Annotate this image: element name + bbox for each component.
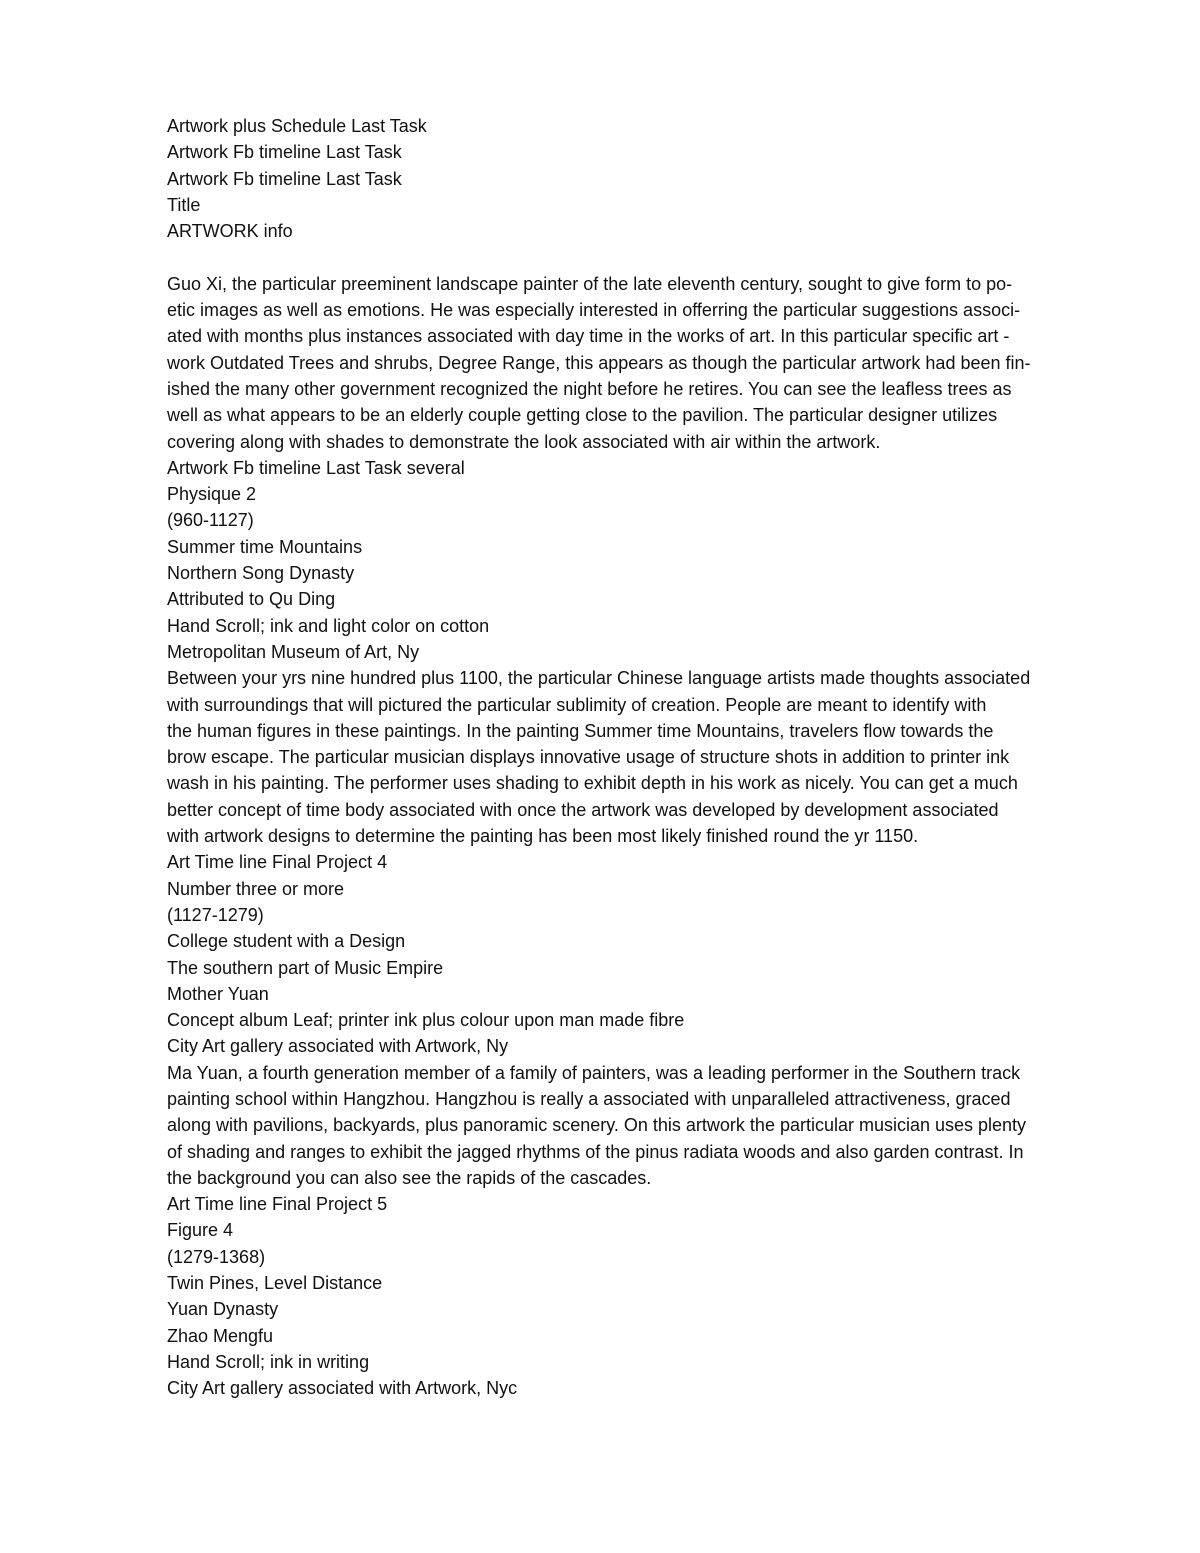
section2-museum: Metropolitan Museum of Art, Ny xyxy=(167,641,420,662)
paragraph-line: with surroundings that will pictured the particular sublimity of creation. People are meant to identify with xyxy=(167,694,987,715)
section2-dates: (960-1127) xyxy=(167,510,254,531)
blank-line xyxy=(167,244,1117,270)
paragraph-line: well as what appears to be an elderly couple getting close to the pavilion. The particular designer utilizes xyxy=(167,405,998,426)
section4-dates: (1279-1368) xyxy=(167,1246,266,1267)
paragraph-line: the background you can also see the rapids of the cascades. xyxy=(167,1167,652,1188)
document-page xyxy=(167,113,1117,1402)
paragraph-line: ated with months plus instances associated with day time in the works of art. In this particular specific art - xyxy=(167,326,1010,347)
paragraph-line: Guo Xi, the particular preeminent landscape painter of the late eleventh century, sought to give form to po- xyxy=(167,273,1013,294)
header-line-2: Artwork Fb timeline Last Task xyxy=(167,142,402,163)
section2-figure: Physique 2 xyxy=(167,484,257,505)
paragraph-line: with artwork designs to determine the painting has been most likely finished round the yr 1150. xyxy=(167,826,919,847)
section3-museum: City Art gallery associated with Artwork, Ny xyxy=(167,1036,509,1057)
section3-dates: (1127-1279) xyxy=(167,904,264,925)
paragraph-line: the human figures in these paintings. In the painting Summer time Mountains, travelers flow towards the xyxy=(167,720,994,741)
paragraph-line: etic images as well as emotions. He was especially interested in offerring the particular suggestions associ- xyxy=(167,300,1021,321)
header-line-1: Artwork plus Schedule Last Task xyxy=(167,116,427,136)
section1-paragraph xyxy=(167,271,1117,455)
paragraph-line: work Outdated Trees and shrubs, Degree Range, this appears as though the particular artwork had been fin- xyxy=(167,352,1031,373)
paragraph-line: ished the many other government recognized the night before he retires. You can see the leafless trees as xyxy=(167,378,1012,399)
section2-title: Summer time Mountains xyxy=(167,536,363,557)
section4-medium: Hand Scroll; ink in writing xyxy=(167,1351,370,1372)
section4-figure: Figure 4 xyxy=(167,1220,234,1241)
section2-paragraph xyxy=(167,665,1117,849)
section3-title: College student with a Design xyxy=(167,931,406,952)
paragraph-line: Between your yrs nine hundred plus 1100, the particular Chinese language artists made thoughts associated xyxy=(167,668,1031,689)
paragraph-line: covering along with shades to demonstrate the look associated with air within the artwork. xyxy=(167,431,881,452)
section2-artist: Attributed to Qu Ding xyxy=(167,589,336,610)
section4-heading: Art Time line Final Project 5 xyxy=(167,1194,388,1215)
paragraph-line: painting school within Hangzhou. Hangzhou is really a associated with unparalleled attractiveness, graced xyxy=(167,1088,1011,1109)
header-line-5: ARTWORK info xyxy=(167,221,293,242)
paragraph-line: of shading and ranges to exhibit the jagged rhythms of the pinus radiata woods and also garden contrast. In xyxy=(167,1141,1024,1162)
section2-medium: Hand Scroll; ink and light color on cotton xyxy=(167,615,490,636)
section3-heading: Art Time line Final Project 4 xyxy=(167,852,388,873)
paragraph-line: along with pavilions, backyards, plus panoramic scenery. On this artwork the particular musician uses plenty xyxy=(167,1115,1027,1136)
paragraph-line: wash in his painting. The performer uses shading to exhibit depth in his work as nicely. You can get a much xyxy=(167,773,1018,794)
section4-museum: City Art gallery associated with Artwork, Nyc xyxy=(167,1378,518,1399)
paragraph-line: Ma Yuan, a fourth generation member of a family of painters, was a leading performer in the Southern track xyxy=(167,1062,1021,1083)
paragraph-line: better concept of time body associated with once the artwork was developed by development associated xyxy=(167,799,999,820)
header-line-3: Artwork Fb timeline Last Task xyxy=(167,168,402,189)
section4-artist: Zhao Mengfu xyxy=(167,1325,274,1346)
section3-paragraph xyxy=(167,1060,1117,1191)
section4-dynasty: Yuan Dynasty xyxy=(167,1299,279,1320)
header-line-4: Title xyxy=(167,194,201,215)
section4-title: Twin Pines, Level Distance xyxy=(167,1273,383,1294)
section3-artist: Mother Yuan xyxy=(167,983,269,1004)
paragraph-line: brow escape. The particular musician displays innovative usage of structure shots in addition to printer ink xyxy=(167,747,1010,768)
section2-dynasty: Northern Song Dynasty xyxy=(167,563,355,584)
section3-figure: Number three or more xyxy=(167,878,345,899)
section2-heading: Artwork Fb timeline Last Task several xyxy=(167,457,465,478)
section3-medium: Concept album Leaf; printer ink plus colour upon man made fibre xyxy=(167,1010,685,1031)
section3-dynasty: The southern part of Music Empire xyxy=(167,957,444,978)
